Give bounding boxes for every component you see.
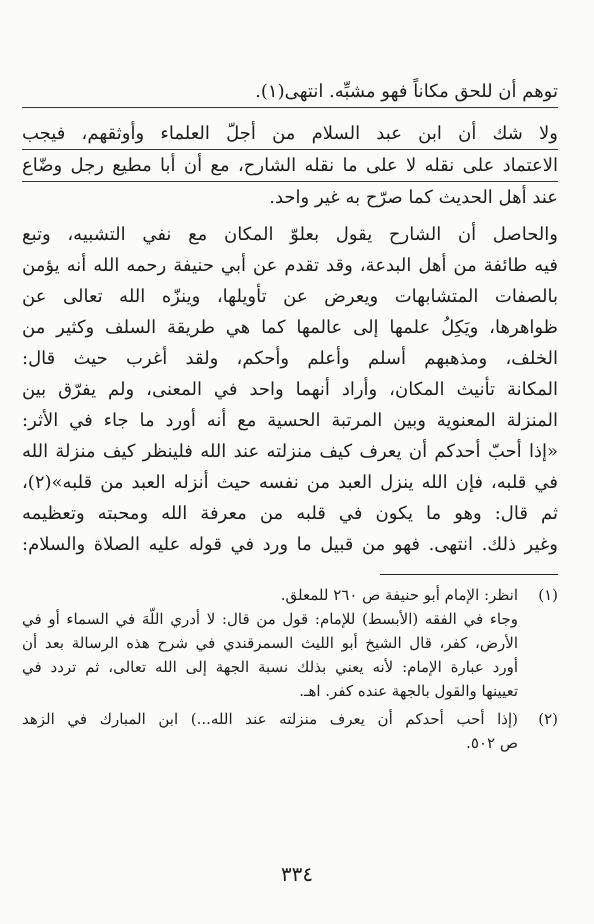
- footnote-2-line-1: (٢)(إذا أحب أحدكم أن يعرف منزلته عند الله...) ابن المبارك في الزهد: [22, 707, 558, 731]
- text-line-5: والحاصل أن الشارح يقول بعلوّ المكان مع نفي التشبيه، وتبع: [22, 224, 558, 245]
- text-line-7: بالصفات المتشابهات ويعرض عن تأويلها، وينزّه الله تعالى عن: [22, 286, 558, 307]
- text-line-4: عند أهل الحديث كما صرّح به غير واحد.: [269, 187, 558, 208]
- footnote-1-line-3: الأرض، كفر، قال الشيخ أبو الليث السمرقندي في شرح هذه الرسالة بعد أن: [22, 634, 518, 652]
- text-line-13: في قلبه، فإن الله ينزل العبد من نفسه حيث أنزله العبد من قلبه»(٢)،: [22, 472, 558, 493]
- text-line-14: ثم قال: وهو ما يكون في قلبه من معرفة الله ومحبته وتعظيمه: [22, 503, 558, 524]
- text-line-8: ظواهرها، ويَكِلُ علمها إلى عالمها كما هي طريقة السلف وكثير من: [22, 317, 558, 338]
- footnote-1-number: (١): [538, 586, 558, 604]
- text-line-15: وغير ذلك. انتهى. فهو من قبيل ما ورد في قوله عليه الصلاة والسلام:: [22, 534, 558, 555]
- text-line-12: «إذا أحبّ أحدكم أن يعرف كيف منزلته عند الله فلينظر كيف منزلة الله: [22, 441, 558, 462]
- text-line-11: المنزلة المعنوية وبين المرتبة الحسية مع أنه أورد ما جاء في الأثر:: [22, 410, 558, 431]
- footnote-2-line-2: ص ٥٠٢.: [466, 734, 518, 752]
- footnotes: [22, 583, 558, 755]
- footnote-separator: [380, 574, 558, 575]
- footnote-1-line-2: وجاء في الفقه (الأبسط) للإمام: قول من قال: لا أدري اللّهَ في السماء أو في: [22, 610, 518, 628]
- text-line-1: توهم أن للحق مكاناً فهو مشبِّه. انتهى(١).: [22, 76, 558, 108]
- footnote-2-number: (٢): [538, 710, 558, 728]
- text-line-9: الخلف، ومذهبهم أسلم وأعلم وأحكم، ولقد أغرب حيث قال:: [22, 348, 558, 369]
- footnote-1-line-4: أورد عبارة الإمام: لأنه يعني بذلك نسبة الجهة إلى الله تعالى، ثم تردد في: [22, 658, 518, 676]
- main-text: [22, 76, 558, 560]
- text-line-2: ولا شك أن ابن عبد السلام من أجلّ العلماء وأوثقهم، فيجب: [22, 118, 558, 150]
- page-number: ٣٣٤: [280, 862, 314, 886]
- text-line-3: الاعتماد على نقله لا على ما نقله الشارح، مع أن أبا مطيع رجل وضّاع: [22, 150, 558, 182]
- text-line-10: المكانة تأنيث المكان، وأراد أنهما واحد في المعنى، ولم يفرّق بين: [22, 379, 558, 400]
- footnote-1-line-5: تعيينها والقول بالجهة عنده كفر. اهـ.: [299, 682, 518, 700]
- footnote-1-line-1: (١)انظر: الإمام أبو حنيفة ص ٢٦٠ للمعلق.: [22, 583, 558, 607]
- text-line-6: فيه طائفة من أهل البدعة، وقد تقدم عن أبي حنيفة رحمه الله أنه يؤمن: [22, 255, 558, 276]
